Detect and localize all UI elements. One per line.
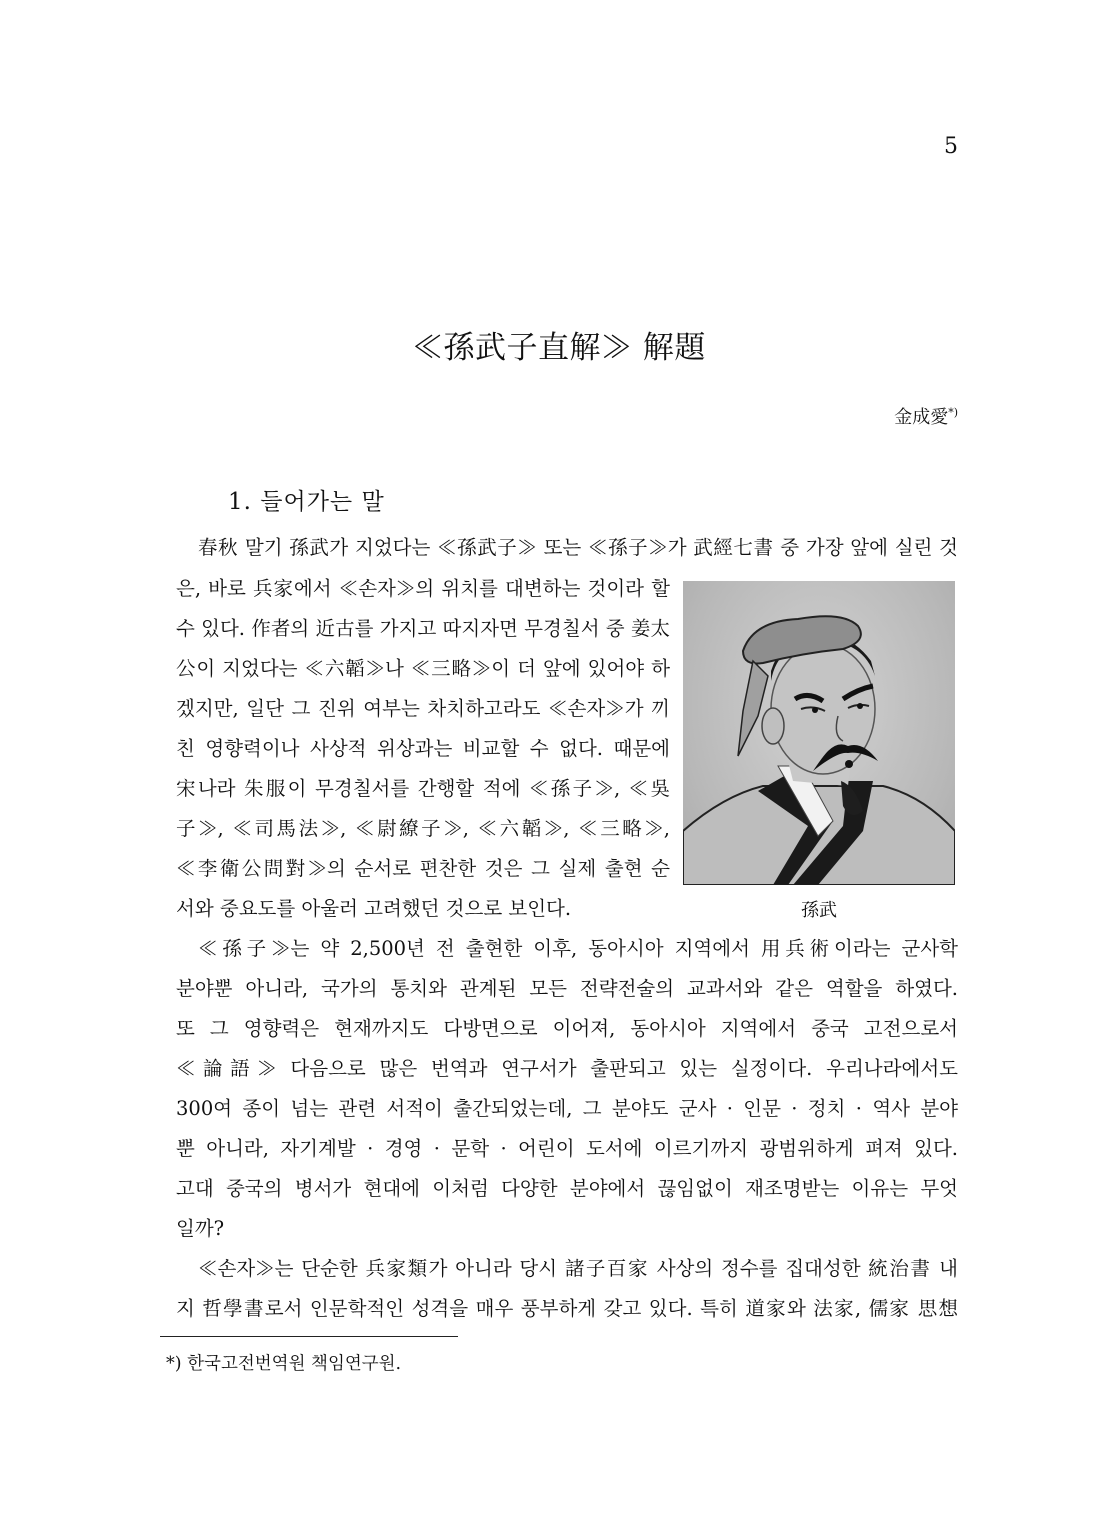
text-line: 宋나라 朱服이 무경칠서를 간행할 적에 ≪孫子≫, ≪吳 bbox=[176, 777, 670, 800]
document-title: ≪孫武子直解≫ 解題 bbox=[412, 330, 706, 366]
text-line: 일까? bbox=[176, 1217, 225, 1240]
page-number: 5 bbox=[944, 134, 958, 159]
text-line: 친 영향력이나 사상적 위상과는 비교할 수 없다. 때문에 bbox=[176, 737, 670, 760]
footnote-divider bbox=[160, 1336, 458, 1337]
text-line: 수 있다. 作者의 近古를 가지고 따지자면 무경칠서 중 姜太 bbox=[176, 617, 670, 640]
text-line: 子≫, ≪司馬法≫, ≪尉繚子≫, ≪六韜≫, ≪三略≫, bbox=[176, 817, 670, 840]
text-line: 지 哲學書로서 인문학적인 성격을 매우 풍부하게 갖고 있다. 특히 道家와 法家, 儒家 思想 bbox=[176, 1297, 958, 1320]
section-heading: 1. 들어가는 말 bbox=[228, 489, 385, 515]
text-line: 서와 중요도를 아울러 고려했던 것으로 보인다. bbox=[176, 897, 572, 920]
figure-caption: 孫武 bbox=[801, 900, 837, 921]
text-line: 분야뿐 아니라, 국가의 통치와 관계된 모든 전략전술의 교과서와 같은 역할을 하였다. bbox=[176, 977, 958, 1000]
footnote: *) 한국고전번역원 책임연구원. bbox=[166, 1354, 402, 1374]
text-line: 春秋 말기 孫武가 지었다는 ≪孫武子≫ 또는 ≪孫子≫가 武經七書 중 가장 앞에 실린 것 bbox=[198, 536, 958, 559]
text-line: ≪論語≫ 다음으로 많은 번역과 연구서가 출판되고 있는 실정이다. 우리나라에서도 bbox=[176, 1057, 958, 1080]
text-line: 뿐 아니라, 자기계발 · 경영 · 문학 · 어린이 도서에 이르기까지 광범위하게 펴져 있다. bbox=[176, 1137, 958, 1160]
portrait-illustration bbox=[683, 581, 955, 885]
text-line: ≪孫子≫는 약 2,500년 전 출현한 이후, 동아시아 지역에서 用兵術이라는 군사학 bbox=[198, 937, 958, 960]
text-line: 은, 바로 兵家에서 ≪손자≫의 위치를 대변하는 것이라 할 bbox=[176, 577, 670, 600]
author-line bbox=[894, 403, 958, 429]
text-line: 겠지만, 일단 그 진위 여부는 차치하고라도 ≪손자≫가 끼 bbox=[176, 697, 670, 720]
author-name: 金成愛 bbox=[894, 407, 949, 428]
text-line: 고대 중국의 병서가 현대에 이처럼 다양한 분야에서 끊임없이 재조명받는 이유는 무엇 bbox=[176, 1177, 958, 1200]
text-line: ≪손자≫는 단순한 兵家類가 아니라 당시 諸子百家 사상의 정수를 집대성한 統治書 내 bbox=[198, 1257, 958, 1280]
text-line: 公이 지었다는 ≪六韜≫나 ≪三略≫이 더 앞에 있어야 하 bbox=[176, 657, 670, 680]
text-line: ≪李衛公問對≫의 순서로 편찬한 것은 그 실제 출현 순 bbox=[176, 857, 670, 880]
text-line: 또 그 영향력은 현재까지도 다방면으로 이어져, 동아시아 지역에서 중국 고전으로서 bbox=[176, 1017, 958, 1040]
portrait-figure bbox=[683, 581, 955, 885]
footnote-marker: *) bbox=[948, 406, 958, 419]
text-line: 300여 종이 넘는 관련 서적이 출간되었는데, 그 분야도 군사 · 인문 · 정치 · 역사 분야 bbox=[176, 1097, 958, 1120]
